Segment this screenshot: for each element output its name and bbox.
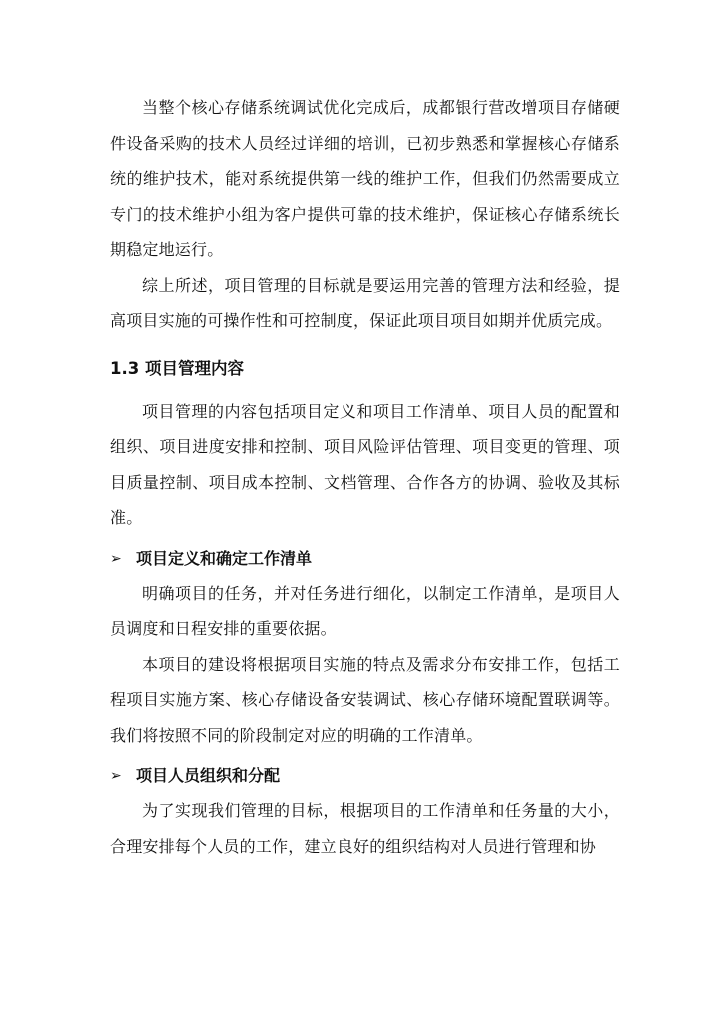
arrow-bullet-icon: ➢: [110, 768, 122, 784]
bullet-heading-project-definition: [110, 542, 620, 576]
section-heading-1-3: 1.3 项目管理内容: [110, 358, 244, 378]
paragraph-summary: 综上所述，项目管理的目标就是要运用完善的管理方法和经验，提高项目实施的可操作性和可控制度，保证此项目项目如期并优质完成。: [110, 275, 620, 330]
paragraph-personnel-allocation: 为了实现我们管理的目标，根据项目的工作清单和任务量的大小，合理安排每个人员的工作，建立良好的组织结构对人员进行管理和协: [110, 801, 620, 856]
paragraph-task-definition: 明确项目的任务，并对任务进行细化，以制定工作清单，是项目人员调度和日程安排的重要依据。: [110, 583, 620, 638]
document-body: [110, 90, 620, 864]
bullet-heading-label: 项目人员组织和分配: [136, 766, 281, 785]
paragraph-management-content: 项目管理的内容包括项目定义和项目工作清单、项目人员的配置和组织、项目进度安排和控制、项目风险评估管理、项目变更的管理、项目质量控制、项目成本控制、文档管理、合作各方的协调、验收及其标准。: [110, 401, 620, 527]
bullet-heading-personnel: [110, 759, 620, 793]
paragraph-work-list: 本项目的建设将根据项目实施的特点及需求分布安排工作，包括工程项目实施方案、核心存储设备安装调试、核心存储环境配置联调等。我们将按照不同的阶段制定对应的明确的工作清单。: [110, 654, 620, 745]
arrow-bullet-icon: ➢: [110, 550, 122, 567]
paragraph-storage-maintenance: 当整个核心存储系统调试优化完成后，成都银行营改增项目存储硬件设备采购的技术人员经过详细的培训，已初步熟悉和掌握核心存储系统的维护技术，能对系统提供第一线的维护工作，但我们仍然需要成立专门的技术维护小组为客户提供可靠的技术维护，保证核心存储系统长期稳定地运行。: [110, 98, 620, 259]
bullet-heading-label: 项目定义和确定工作清单: [136, 548, 313, 568]
